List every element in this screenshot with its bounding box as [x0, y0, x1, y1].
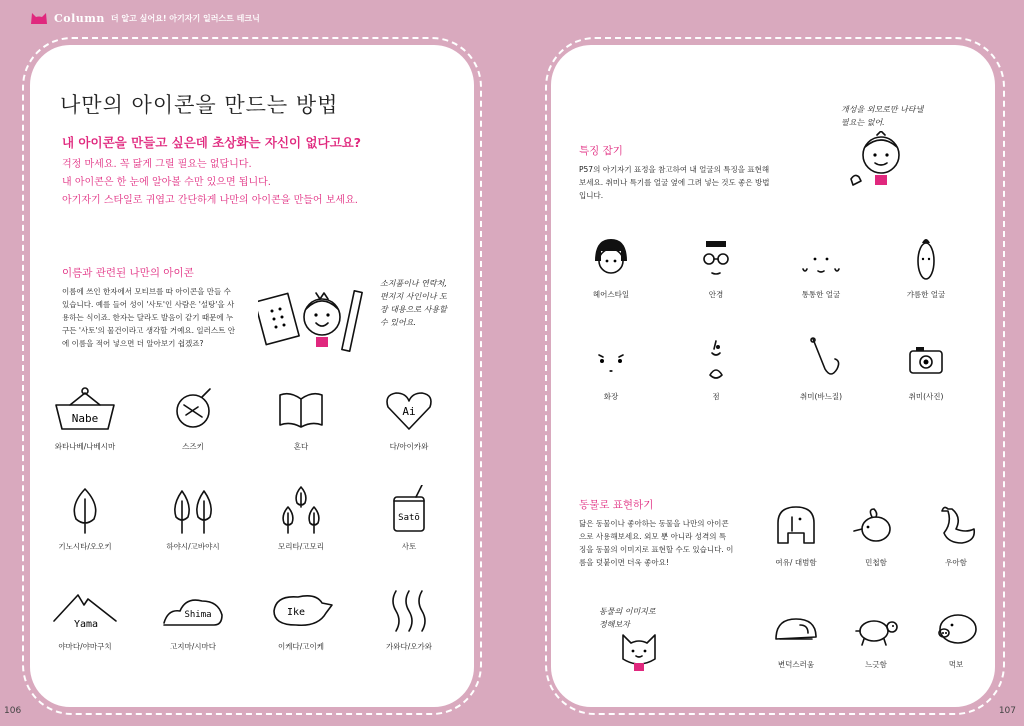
icon-sato-jar — [364, 485, 454, 552]
icon-caption: 가와다/오가와 — [386, 642, 432, 651]
section-heading-features: 특징 잡기 — [579, 145, 623, 157]
feature-mole — [671, 335, 761, 402]
icon-caption: 다/아이카와 — [389, 442, 429, 451]
feature-chubby — [776, 233, 866, 300]
icon-caption: 야마다/야마구치 — [58, 642, 112, 651]
feature-caption: 갸름한 얼굴 — [906, 290, 946, 299]
cat-girl-illustration — [617, 629, 661, 673]
icon-hayashi — [148, 485, 238, 552]
girl-with-calculator-illustration — [258, 285, 368, 365]
feature-hairstyle — [566, 233, 656, 300]
animal-elephant — [751, 501, 841, 568]
section-body-features: P57의 아기자기 표정을 참고하여 내 얼굴의 특징을 표현해 보세요. 취미나 특기를 얼굴 옆에 그려 넣는 것도 좋은 방법 입니다. — [579, 165, 770, 200]
animal-sleeping-cat — [751, 603, 841, 670]
column-subtitle: 더 알고 싶어요! 아기자기 일러스트 테크닉 — [110, 13, 260, 23]
icon-ike — [256, 585, 346, 652]
feature-sewing — [776, 335, 866, 402]
icon-shima — [148, 585, 238, 652]
icon-caption: 혼다 — [293, 442, 309, 451]
feature-caption: 취미(사진) — [908, 392, 944, 401]
animal-mouse — [831, 501, 921, 568]
column-label: Column — [54, 11, 105, 25]
icon-caption: 이케다/고이케 — [278, 642, 324, 651]
svg-text:Shima: Shima — [184, 610, 212, 620]
icon-caption: 사토 — [401, 542, 417, 551]
section-body-animals: 닮은 동물이나 좋아하는 동물을 나만의 아이콘 으로 사용해보세요. 외모 뿐 아니라 성격의 특 징을 동물의 이미지로 표현할 수도 있습니다. 이 름을 덧붙이면 더욱 좋아요! — [579, 519, 734, 567]
icon-yama — [40, 585, 130, 652]
lead-question: 내 아이콘을 만들고 싶은데 초상화는 자신이 없다고요? — [62, 135, 362, 150]
svg-text:Nabe: Nabe — [71, 412, 99, 425]
animal-caption: 여유/ 대범함 — [775, 558, 817, 567]
icon-kinoshita — [40, 485, 130, 552]
icon-honda — [256, 385, 346, 452]
page-number-right: 107 — [998, 706, 1016, 716]
side-note: 소지품이나 연락처, 편지지 사인이나 도 장 대용으로 사용할 수 있어요. — [380, 279, 447, 327]
feature-caption: 통통한 얼굴 — [801, 290, 841, 299]
lead-line: 아기자기 스타일로 귀엽고 간단하게 나만의 아이콘을 만들어 보세요. — [62, 195, 358, 206]
svg-text:Yama: Yama — [73, 619, 99, 630]
right-page — [551, 45, 995, 707]
lead-line: 걱정 마세요. 꼭 닮게 그릴 필요는 없답니다. — [62, 159, 252, 170]
running-header — [30, 8, 260, 28]
icon-caption: 고지마/시마다 — [170, 642, 216, 651]
animal-pig — [911, 603, 1001, 670]
side-note-top: 개성을 외모로만 나타낼 필요는 없어. — [841, 105, 924, 127]
animal-caption: 우아함 — [945, 558, 967, 567]
feature-camera — [881, 335, 971, 402]
svg-text:Ai: Ai — [402, 405, 416, 418]
feature-caption: 화장 — [603, 392, 619, 401]
svg-text:Ike: Ike — [286, 607, 306, 618]
feature-caption: 안경 — [708, 290, 724, 299]
feature-caption: 점 — [712, 392, 720, 401]
icon-ai-heart — [364, 385, 454, 452]
left-page — [30, 45, 474, 707]
icon-caption: 스즈키 — [182, 442, 204, 451]
icon-caption: 기노시타/오오키 — [58, 542, 112, 551]
animal-caption: 먹보 — [948, 660, 964, 669]
page-number-left: 106 — [4, 706, 22, 716]
icon-morita — [256, 485, 346, 552]
animal-caption: 민첩함 — [865, 558, 887, 567]
page-title: 나만의 아이콘을 만드는 방법 — [60, 93, 339, 117]
feature-makeup — [566, 335, 656, 402]
feature-slim — [881, 233, 971, 300]
feature-caption: 헤어스타일 — [592, 290, 630, 299]
pointing-girl-illustration — [847, 131, 917, 193]
cat-logo-icon — [30, 11, 48, 25]
animal-turtle — [831, 603, 921, 670]
icon-caption: 하야시/고바야시 — [166, 542, 220, 551]
feature-glasses — [671, 233, 761, 300]
icon-caption: 모리타/고모리 — [278, 542, 324, 551]
section-heading: 이름과 관련된 나만의 아이콘 — [62, 267, 194, 279]
side-note-bottom: 동물의 이미지로 정해보자 — [599, 607, 656, 629]
feature-caption: 취미(바느질) — [799, 392, 843, 401]
lead-line: 내 아이콘은 한 눈에 알아볼 수만 있으면 됩니다. — [62, 177, 271, 188]
animal-swan — [911, 501, 1001, 568]
section-heading-animals: 동물로 표현하기 — [579, 499, 654, 511]
animal-caption: 느긋함 — [865, 660, 887, 669]
animal-caption: 변덕스러움 — [777, 660, 815, 669]
icon-nabe — [40, 385, 130, 452]
svg-text:Satō: Satō — [398, 513, 420, 523]
icon-caption: 와타나베/나베시마 — [54, 442, 116, 451]
icon-suzuki — [148, 385, 238, 452]
icon-kawa — [364, 585, 454, 652]
section-body: 이름에 쓰인 한자에서 모티브를 따 아이콘을 만들 수 있습니다. 예를 들어 성이 '사토'인 사람은 '설탕'을 사 용하는 식이죠. 한자는 달라도 발음이 같기 때문에 누 구든 '사토'의 물건이라고 생각할 거예요. 일러스트 안 에 이름을 적어 넣으면 더 알아보기 쉽겠죠? — [62, 287, 235, 348]
